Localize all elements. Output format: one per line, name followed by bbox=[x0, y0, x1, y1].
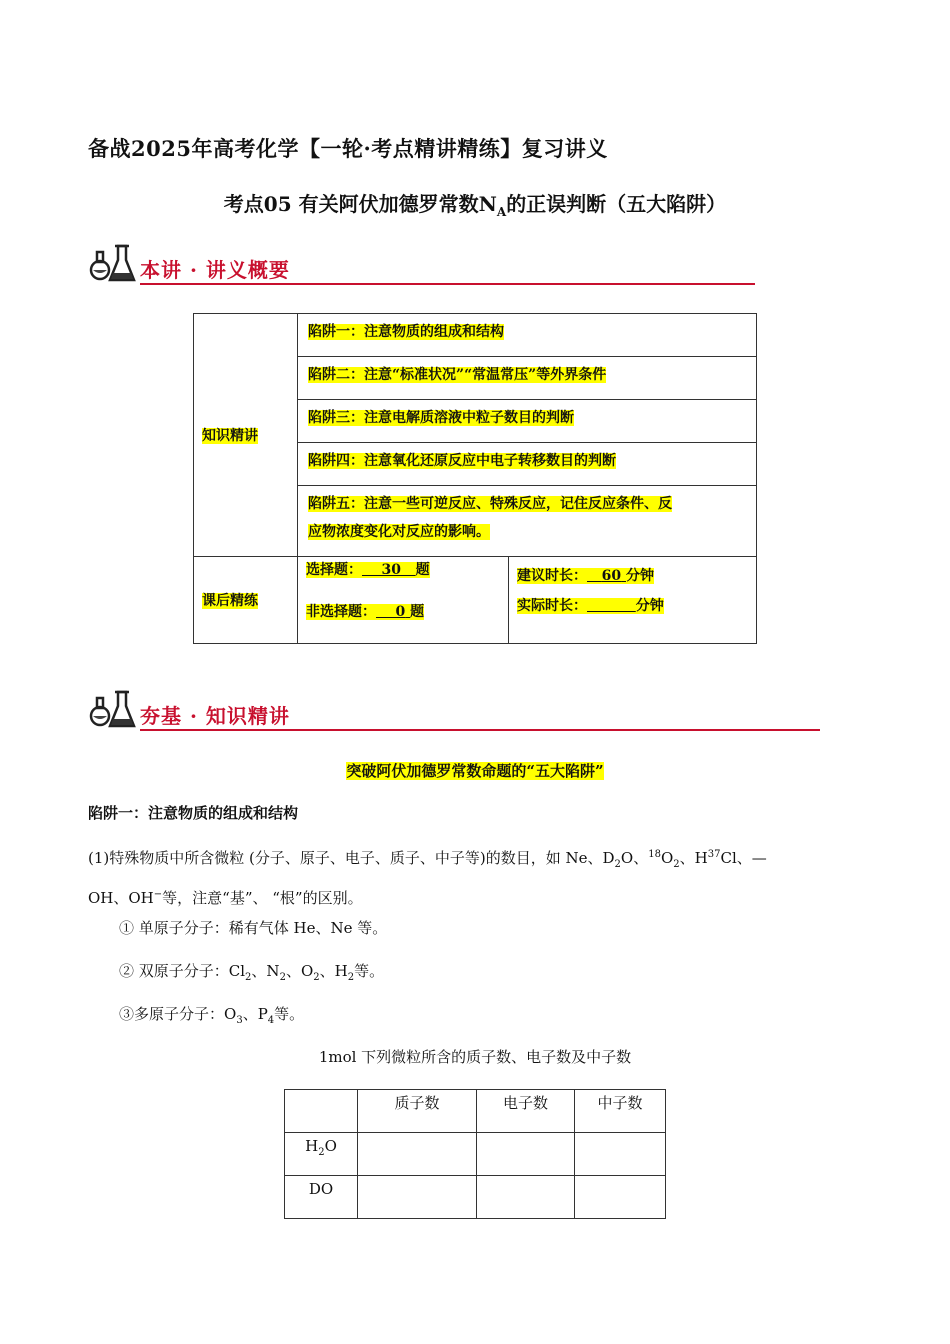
table-cell bbox=[358, 1176, 477, 1219]
five-traps-heading: 突破阿伏加德罗常数命题的“五大陷阱” bbox=[346, 762, 604, 780]
table-cell bbox=[477, 1133, 575, 1176]
topic-title-tail: 的正误判断（五大陷阱） bbox=[506, 192, 727, 216]
overview-label-cell bbox=[194, 314, 298, 557]
trap-row: 陷阱四：注意氧化还原反应中电子转移数目的判断 bbox=[298, 443, 756, 486]
trap-row: 陷阱二：注意“标准状况”“常温常压”等外界条件 bbox=[298, 357, 756, 400]
label-practice: 课后精练 bbox=[202, 593, 258, 609]
section-underline bbox=[140, 729, 820, 731]
topic-title-sub: A bbox=[496, 205, 507, 219]
section-header-knowledge bbox=[88, 686, 828, 736]
trap-row: 陷阱一：注意物质的组成和结构 bbox=[298, 314, 756, 357]
table-cell bbox=[575, 1176, 666, 1219]
table-cell bbox=[575, 1133, 666, 1176]
row-label: $H_2O$ bbox=[285, 1133, 358, 1176]
table-header-cell bbox=[285, 1090, 358, 1133]
list-item: ① 单原子分子：稀有气体 He、Ne 等。 bbox=[119, 919, 388, 937]
lab-flask-icon bbox=[88, 686, 138, 732]
nonchoice-line: 非选择题： 0 题 bbox=[306, 604, 425, 620]
label-knowledge: 知识精讲 bbox=[202, 428, 258, 444]
section-title: 夯基 · 知识精讲 bbox=[140, 704, 290, 728]
time-cell bbox=[509, 557, 757, 644]
topic-title bbox=[0, 188, 950, 219]
practice-label-cell bbox=[194, 557, 298, 644]
table-header-cell: 电子数 bbox=[477, 1090, 575, 1133]
table-cell bbox=[477, 1176, 575, 1219]
table-header-cell: 中子数 bbox=[575, 1090, 666, 1133]
lab-flask-icon bbox=[88, 240, 138, 286]
question-count-cell bbox=[298, 557, 509, 644]
row-label: DO bbox=[285, 1176, 358, 1219]
particle-table bbox=[284, 1089, 666, 1219]
section-title: 本讲 · 讲义概要 bbox=[140, 258, 290, 282]
choice-line: 选择题： 30 题 bbox=[306, 562, 430, 578]
trap-row: 陷阱五：注意一些可逆反应、特殊反应，记住反应条件、反 应物浓度变化对反应的影响。 bbox=[308, 496, 672, 540]
section-underline bbox=[140, 283, 755, 285]
overview-table bbox=[193, 313, 757, 644]
suggest-time-line: 建议时长： 60 分钟 bbox=[517, 568, 654, 584]
list-item: ② 双原子分子：$Cl_2$、$N_2$、$O_2$、$H_2$等。 bbox=[119, 962, 385, 983]
table-cell bbox=[358, 1133, 477, 1176]
table-caption: 1mol 下列微粒所含的质子数、电子数及中子数 bbox=[318, 1048, 632, 1066]
table-row bbox=[285, 1176, 666, 1219]
section-header-overview bbox=[88, 240, 768, 290]
actual-time-line: 实际时长： 分钟 bbox=[517, 598, 664, 614]
list-item: ③多原子分子：$O_3$、$P_4$等。 bbox=[119, 1005, 305, 1026]
document-title: 备战2025年高考化学【一轮·考点精讲精练】复习讲义 bbox=[88, 136, 608, 161]
table-row bbox=[285, 1133, 666, 1176]
topic-title-main: 考点05 有关阿伏加德罗常数N bbox=[223, 192, 497, 216]
trap1-heading: 陷阱一：注意物质的组成和结构 bbox=[88, 804, 299, 822]
traps-cell bbox=[298, 314, 757, 557]
trap1-paragraph: (1)特殊物质中所含微粒 (分子、原子、电子、质子、中子等)的数目，如 Ne、$D_2O$、$^{18}O_2$、$H^{37}Cl$、— OH、OH−等，注意“基”、 “根”的区别。 bbox=[88, 849, 767, 907]
table-header-cell: 质子数 bbox=[358, 1090, 477, 1133]
trap-row: 陷阱三：注意电解质溶液中粒子数目的判断 bbox=[298, 400, 756, 443]
table-row bbox=[285, 1090, 666, 1133]
